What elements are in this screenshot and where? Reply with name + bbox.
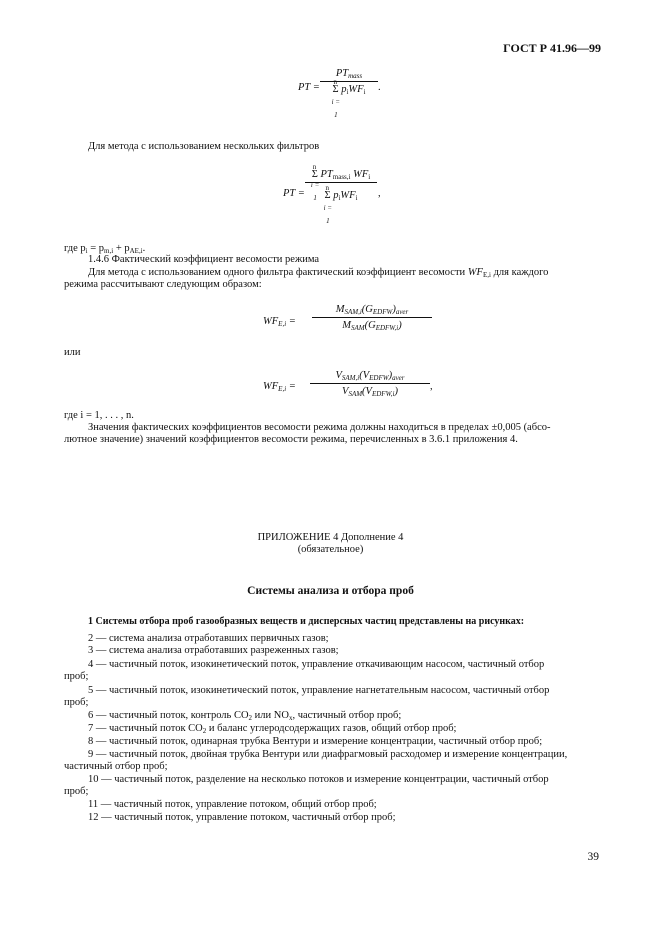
list-item-cont: проб; — [64, 671, 89, 682]
list-item: 3 — система анализа отработавших разреженных газов; — [88, 645, 339, 656]
one-filter-line: Для метода с использованием одного фильтра фактический коэффициент весомости $WF_{E,i}$ для каждого — [88, 267, 549, 279]
section-146: 1.4.6 Фактический коэффициент весомости режима — [88, 254, 320, 265]
values-para-1: Значения фактических коэффициентов весомости режима должны находиться в пределах ±0,005 (абсо- — [88, 422, 551, 433]
list-item-cont: проб; — [64, 786, 89, 797]
list-item: 9 — частичный поток, двойная трубка Вентури или диафрагмовый расходомер и измерение концентрации, — [88, 749, 568, 760]
list-item: 4 — частичный поток, изокинетический поток, управление откачивающим насосом, частичный отбор — [88, 659, 545, 670]
list-item: 12 — частичный поток, управление потоком, частичный отбор проб; — [88, 812, 396, 823]
list-item-cont: частичный отбор проб; — [64, 761, 168, 772]
values-para-2: лютное значение) значений коэффициентов весомости режима, перечисленных в 3.6.1 приложения 4. — [64, 434, 518, 445]
appendix-status: (обязательное) — [297, 544, 364, 555]
page-number: 39 — [587, 851, 599, 863]
where-i: где i = 1, . . . , n. — [64, 410, 134, 421]
list-item: 11 — частичный поток, управление потоком, общий отбор проб; — [88, 799, 377, 810]
list-item: 10 — частичный поток, разделение на несколько потоков и измерение концентрации, частичный отбор — [88, 774, 549, 785]
appendix-intro: 1 Системы отбора проб газообразных веществ и дисперсных частиц представлены на рисунках: — [88, 616, 525, 627]
list-item-cont: проб; — [64, 697, 89, 708]
list-item: 5 — частичный поток, изокинетический поток, управление нагнетательным насосом, частичный отбор — [88, 685, 550, 696]
list-item: 8 — частичный поток, одинарная трубка Вентури и измерение концентрации, частичный отбор проб; — [88, 736, 543, 747]
one-filter-line-2: режима рассчитывают следующим образом: — [64, 279, 262, 290]
appendix-title: ПРИЛОЖЕНИЕ 4 Дополнение 4 — [257, 532, 404, 543]
list-item: 7 — частичный поток $CO_2$ и баланс углеродсодержащих газов, общий отбор проб; — [88, 723, 457, 735]
where-pi: где $p_i = p_{m,i} + p_{AE,i}$. — [64, 243, 146, 255]
or-text: или — [64, 347, 81, 358]
list-item: 6 — частичный поток, контроль $CO_2$ или $NO_x$, частичный отбор проб; — [88, 710, 402, 722]
appendix-heading: Системы анализа и отбора проб — [247, 585, 414, 597]
list-item: 2 — система анализа отработавших первичных газов; — [88, 633, 329, 644]
multi-filter-text: Для метода с использованием нескольких фильтров — [88, 141, 320, 152]
document-code: ГОСТ Р 41.96—99 — [503, 41, 601, 55]
